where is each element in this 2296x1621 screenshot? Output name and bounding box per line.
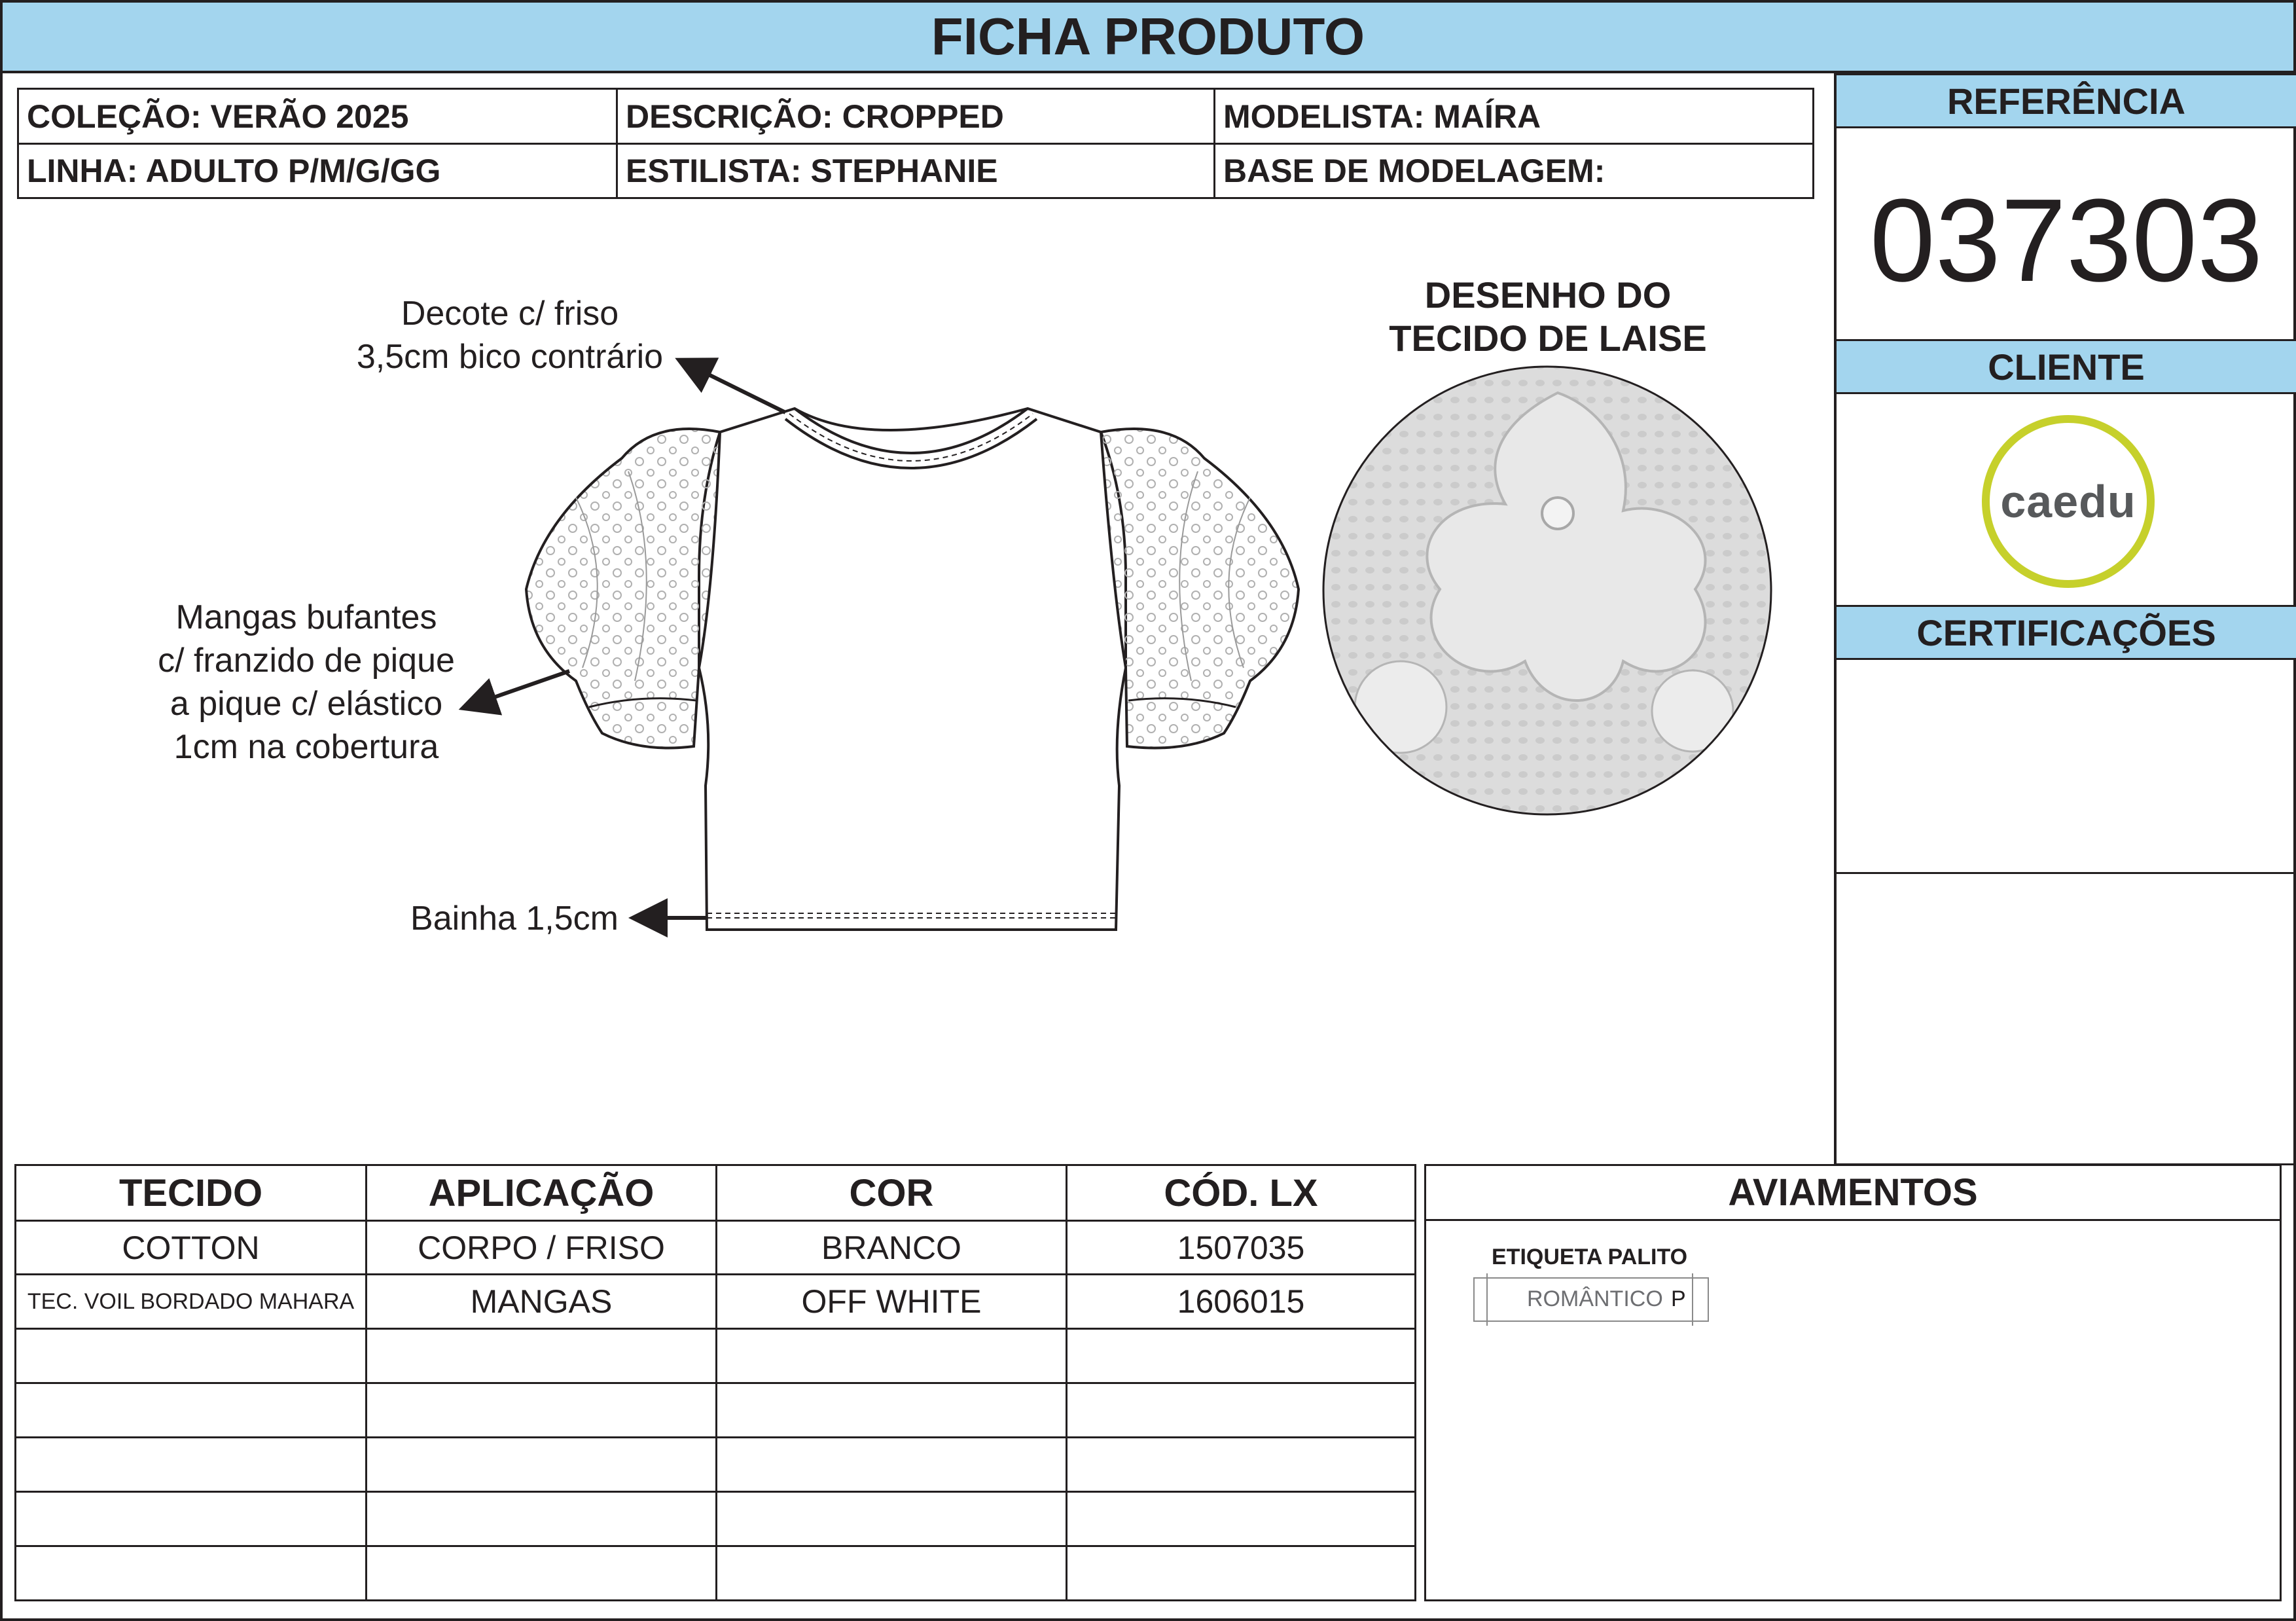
aviamentos-box <box>1424 1164 2282 1601</box>
aviamentos-header: AVIAMENTOS <box>1426 1166 2280 1221</box>
page-title: FICHA PRODUTO <box>3 3 2293 73</box>
linha-field: LINHA: ADULTO P/M/G/GG <box>27 153 441 189</box>
client-logo-text: caedu <box>2000 476 2136 527</box>
annotation-mangas: Mangas bufantes c/ franzido de pique a pique c/ elástico 1cm na cobertura <box>158 598 455 766</box>
cliente-header: CLIENTE <box>1837 339 2296 394</box>
garment-body <box>699 409 1126 930</box>
header-cod-lx: CÓD. LX <box>1164 1171 1318 1214</box>
table-cell: MANGAS <box>470 1283 613 1320</box>
referencia-header: REFERÊNCIA <box>1837 73 2296 128</box>
annotation-decote: Decote c/ friso 3,5cm bico contrário <box>356 295 664 376</box>
referencia-number: 037303 <box>1869 174 2263 306</box>
modelista-field: MODELISTA: MAÍRA <box>1223 98 1541 135</box>
side-panel <box>1834 73 2296 1165</box>
table-cell: OFF WHITE <box>801 1283 982 1320</box>
table-cell: COTTON <box>122 1229 260 1266</box>
certificacoes-header: CERTIFICAÇÕES <box>1837 605 2296 660</box>
label-title: ETIQUETA PALITO <box>1492 1245 1688 1269</box>
label-size: P <box>1671 1286 1686 1311</box>
table-cell: BRANCO <box>821 1229 961 1266</box>
descricao-field: DESCRIÇÃO: CROPPED <box>626 98 1004 135</box>
materials-table <box>14 1164 1416 1601</box>
table-cell: 1507035 <box>1177 1229 1305 1266</box>
label-brand: ROMÂNTICO <box>1527 1286 1663 1311</box>
table-cell: TEC. VOIL BORDADO MAHARA <box>27 1288 355 1314</box>
table-cell: CORPO / FRISO <box>418 1229 665 1266</box>
table-cell: 1606015 <box>1177 1283 1305 1320</box>
colecao-field: COLEÇÃO: VERÃO 2025 <box>27 98 409 135</box>
fabric-title: DESENHO DO TECIDO DE LAISE <box>1389 274 1707 359</box>
annotation-bainha: Bainha 1,5cm <box>410 900 619 938</box>
client-logo <box>1982 415 2155 588</box>
header-tecido: TECIDO <box>118 1171 263 1214</box>
label-tag <box>1473 1277 1709 1322</box>
header-cor: COR <box>849 1171 934 1214</box>
base-modelagem-field: BASE DE MODELAGEM: <box>1223 153 1605 189</box>
header-aplicacao: APLICAÇÃO <box>428 1171 655 1214</box>
estilista-field: ESTILISTA: STEPHANIE <box>626 153 998 189</box>
